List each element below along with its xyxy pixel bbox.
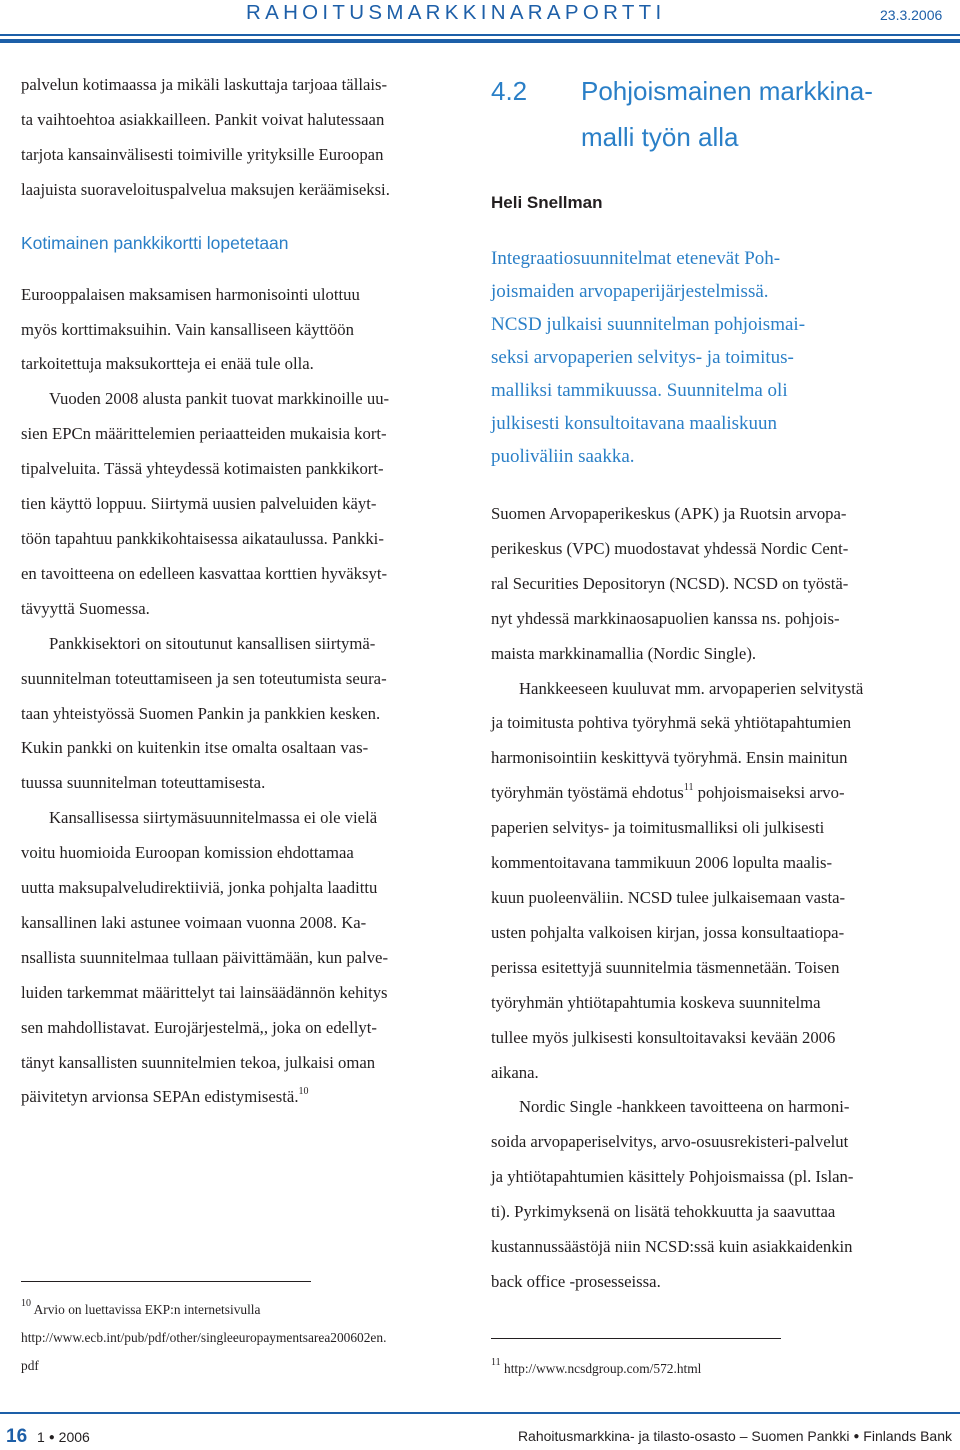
paragraph [21,801,471,1115]
text-line: Vuoden 2008 alusta pankit tuovat markkinoille uu- [49,389,390,409]
text-line-content: työryhmän työstämä ehdotus [491,783,684,803]
footer-issue [6,1426,90,1448]
lead-line: seksi arvopaperien selvitys- ja toimitus- [491,347,794,368]
report-date: 23.3.2006 [880,7,943,23]
header-rule-thick [0,39,960,43]
page-number: 16 [6,1426,28,1447]
text-line: kansallinen laki astunee voimaan vuonna 2008. Ka- [21,912,367,932]
text-line: ti). Pyrkimyksenä on lisätä tehokkuutta ja saavuttaa [491,1202,836,1222]
text-line: taan yhteistyössä Suomen Pankin ja pankkien kesken. [21,703,381,723]
section-title [581,68,873,160]
subheading: Kotimainen pankkikortti lopetetaan [21,232,289,253]
footnote-divider [491,1338,781,1339]
text-line: harmonisointiin keskittyvä työryhmä. Ensin mainitun [491,748,848,768]
text-line: ja yhtiötapahtumien käsittely Pohjoismaissa (pl. Islan- [491,1167,854,1187]
footnote-number: 10 [21,1298,31,1309]
text-line: ral Securities Depositoryn (NCSD). NCSD on työstä- [491,573,849,593]
lead-line: Integraatiosuunnitelmat etenevät Poh- [491,248,781,269]
text-line: tänyt kansallisten suunnitelmien tekoa, julkaisi oman [21,1052,376,1072]
footnote-11 [491,1355,941,1383]
text-line: Kansallisessa siirtymäsuunnitelmassa ei ole vielä [49,808,378,828]
text-line: Nordic Single -hankkeen tavoitteena on harmoni- [519,1097,850,1117]
text-line: back office -prosesseissa. [491,1271,661,1291]
text-line: tuussa suunnitelman toteuttamisesta. [21,773,266,793]
publisher-department: Rahoitusmarkkina- ja tilasto-osasto [517,1428,736,1444]
footnote-url-end[interactable]: pdf [21,1358,39,1373]
text-line: en tavoitteena on edelleen kasvattaa korttien hyväksyt- [21,563,388,583]
text-line: sien EPCn määrittelemien periaatteiden mukaisia kort- [21,424,387,444]
footnote-ref-10[interactable]: 10 [298,1086,309,1098]
text-line: usten pohjalta valkoisen kirjan, jossa konsultaatiopa- [491,922,845,942]
text-line: tullee myös julkisesti konsultoitavaksi kevään 2006 [491,1027,836,1047]
page-header [0,0,960,40]
left-column [21,68,471,1115]
issue-year: 2006 [58,1429,90,1445]
lead-line: joismaiden arvopaperijärjestelmissä. [491,281,769,302]
footnote-url[interactable]: http://www.ecb.int/pub/pdf/other/singleeuropaymentsarea200602en. [21,1330,387,1345]
text-line: kustannussäästöjä niin NCSD:ssä kuin asiakkaidenkin [491,1237,853,1257]
lead-line: julkisesti konsultoitavana maaliskuun [491,413,778,434]
text-line-content: pohjoismaiseksi arvo- [693,783,845,803]
paragraph [21,627,471,802]
text-line: Eurooppalaisen maksamisen harmonisointi ulottuu [21,284,360,304]
lead-line: puoliväliin saakka. [491,446,635,467]
text-line: perikeskus (VPC) muodostavat yhdessä Nordic Cent- [491,538,849,558]
text-line: Hankkeeseen kuuluvat mm. arvopaperien selvitystä [519,678,864,698]
section-title-line: Pohjoismainen markkina- [581,76,873,106]
text-line: Pankkisektori on sitoutunut kansallisen siirtymä- [49,633,376,653]
text-line: nsallista suunnitelmaa tullaan päivittämään, kun palve- [21,947,389,967]
section-number: 4.2 [491,76,528,106]
text-line: sen mahdollistavat. Eurojärjestelmä,, joka on edellyt- [21,1017,377,1037]
publisher-name-sv: Finlands Bank [863,1428,952,1444]
report-title: RAHOITUSMARKKINARAPORTTI [246,1,666,24]
lead-line: NCSD julkaisi suunnitelman pohjoismai- [491,314,806,335]
lead-paragraph [491,242,941,473]
text-line: Suomen Arvopaperikeskus (APK) ja Ruotsin arvopa- [491,504,847,523]
intro-paragraph [21,68,471,208]
footnote-line [491,1355,941,1383]
text-line: nyt yhdessä markkinaosapuolien kanssa ns. pohjois- [491,608,840,628]
text-line-content: päivitetyn arvionsa SEPAn edistymisestä. [21,1087,299,1107]
text-line: laajuista suoraveloituspalvelua maksujen keräämiseksi. [21,179,390,199]
text-line: uutta maksupalveludirektiiviä, jonka pohjalta laadittu [21,878,378,898]
dash-separator: – [739,1428,748,1444]
text-line: tien käyttö loppuu. Siirtymä uusien palveluiden käyt- [21,494,377,514]
section-title-line: malli työn alla [581,122,739,152]
text-line: tävyyttä Suomessa. [21,598,150,618]
page-footer [0,1412,960,1450]
text-line: työryhmän yhtiötapahtumia koskeva suunnitelma [491,992,821,1012]
text-line: perissa esitettyjä suunnitelmia täsmennetään. Toisen [491,957,840,977]
text-line: suunnitelman toteuttamiseen ja sen toteutumista seura- [21,668,387,688]
footnote-number: 11 [491,1357,501,1368]
footnote-text: Arvio on luettavissa EKP:n internetsivulla [33,1302,261,1317]
text-line: soida arvopaperiselvitys, arvo-osuusrekisteri-palvelut [491,1132,849,1152]
paragraph [491,672,941,1091]
text-line: ja toimitusta pohtiva työryhmä sekä yhtiötapahtumien [491,713,852,733]
footnote-divider [21,1281,311,1282]
text-line: myös korttimaksuihin. Vain kansalliseen käyttöön [21,319,354,339]
paragraph [491,1090,941,1299]
text-line: tarkoitettuja maksukortteja ei enää tule olla. [21,354,314,374]
text-line [491,776,941,811]
text-line: tipalveluita. Tässä yhteydessä kotimaisten pankkikort- [21,459,384,479]
text-line: kommentoitavana tammikuun 2006 lopulta maalis- [491,853,833,873]
right-column [491,68,941,1300]
bullet-icon: ● [853,1431,860,1442]
footnote-ref-11[interactable]: 11 [683,782,694,794]
lead-line: malliksi tammikuussa. Suunnitelma oli [491,380,788,401]
publisher-name-fi: Suomen Pankki [751,1428,850,1444]
footer-publisher [518,1428,952,1444]
text-line: kuun puoleenväliin. NCSD tulee julkaisemaan vasta- [491,887,846,907]
text-line: aikana. [491,1062,539,1082]
text-line: maista markkinamallia (Nordic Single). [491,643,757,663]
header-rule-thin [0,34,960,36]
paragraph [21,382,471,626]
section-heading [491,68,941,160]
text-line: töön tapahtuu pankkikohtaisessa aikataulussa. Pankki- [21,528,384,548]
text-line: tarjota kansainvälisesti toimiville yrityksille Euroopan [21,144,384,164]
paragraph [491,497,941,672]
author-name: Heli Snellman [491,193,603,212]
footer-rule [0,1412,960,1414]
text-line: ta vaihtoehtoa asiakkailleen. Pankit voivat halutessaan [21,109,385,129]
text-line [21,1080,471,1115]
footnote-line [21,1296,481,1324]
bullet-icon: ● [48,1432,55,1443]
text-line: Kukin pankki on kuitenkin itse omalta osaltaan vas- [21,738,369,758]
footnote-10 [21,1296,481,1380]
paragraph [21,278,471,383]
text-line: voitu huomioida Euroopan komission ehdottamaa [21,843,354,863]
footnote-url[interactable]: http://www.ncsdgroup.com/572.html [504,1361,702,1376]
issue-number: 1 [37,1429,45,1445]
text-line: paperien selvitys- ja toimitusmalliksi oli julkisesti [491,818,825,838]
text-line: luiden tarkemmat määrittelyt tai lainsäädännön kehitys [21,982,388,1002]
text-line: palvelun kotimaassa ja mikäli laskuttaja tarjoaa tällais- [21,75,388,94]
